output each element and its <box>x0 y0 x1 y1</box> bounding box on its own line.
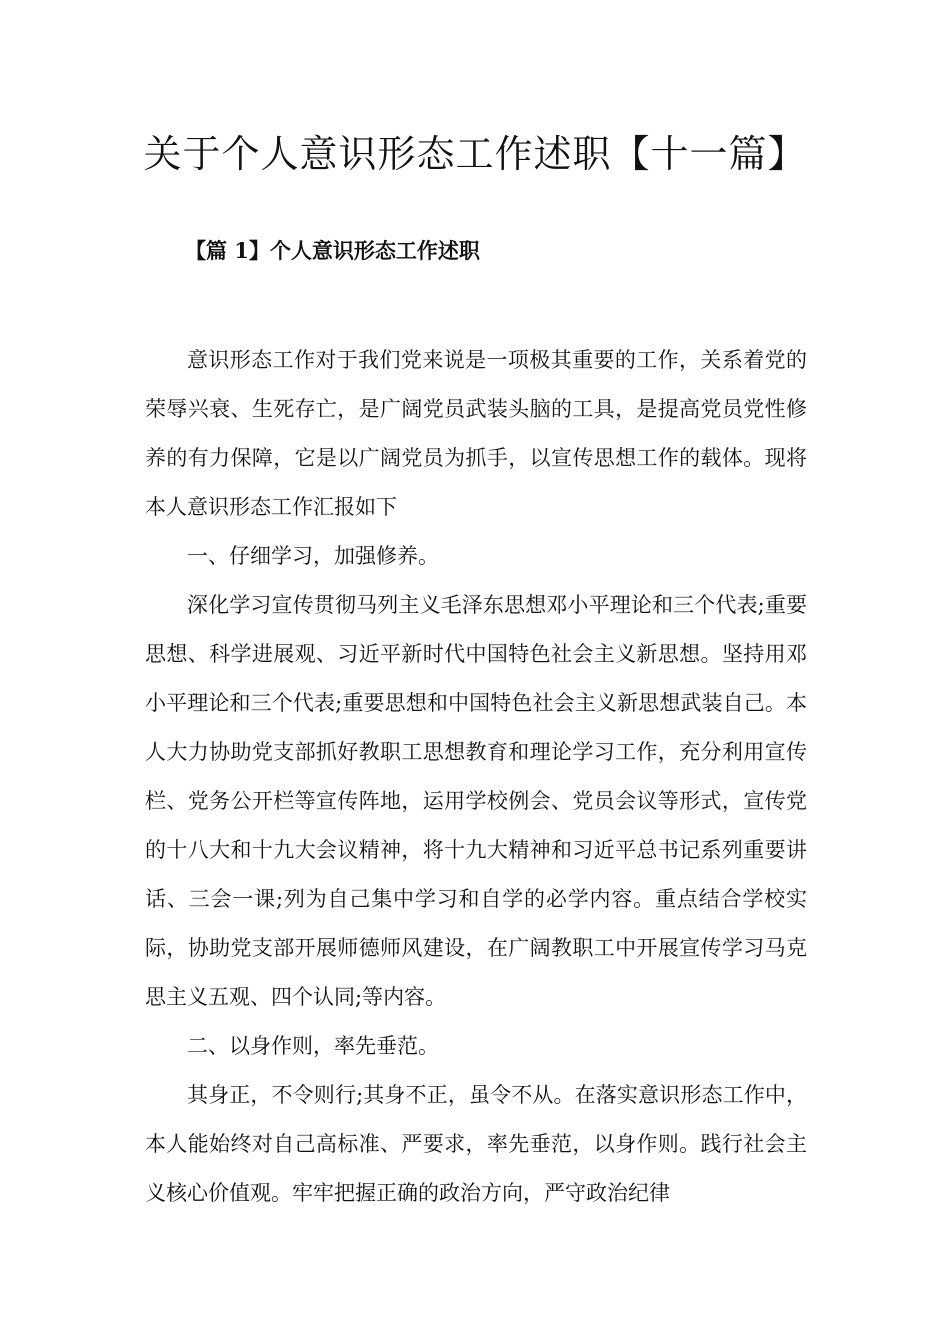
paragraph-study: 深化学习宣传贯彻马列主义毛泽东思想邓小平理论和三个代表;重要思想、科学进展观、习近平新时代中国特色社会主义新思想。坚持用邓小平理论和三个代表;重要思想和中国特色社会主义新思想武装自己。本人大力协助党支部抓好教职工思想教育和理论学习工作，充分利用宣传栏、党务公开栏等宣传阵地，运用学校例会、党员会议等形式，宣传党的十八大和十九大会议精神，将十九大精神和习近平总书记系列重要讲话、三会一课;列为自己集中学习和自学的必学内容。重点结合学校实际，协助党支部开展师德师风建设，在广阔教职工中开展宣传学习马克思主义五观、四个认同;等内容。 <box>145 593 807 1009</box>
document-body <box>145 336 807 1218</box>
paragraph-intro: 意识形态工作对于我们党来说是一项极其重要的工作，关系着党的荣辱兴衰、生死存亡，是广阔党员武装头脑的工具，是提高党员党性修养的有力保障，它是以广阔党员为抓手，以宣传思想工作的载体。现将本人意识形态工作汇报如下 <box>145 348 807 519</box>
paragraph-heading-2: 二、以身作则，率先垂范。 <box>187 1034 439 1058</box>
paragraph-heading-1: 一、仔细学习，加强修养。 <box>187 544 439 568</box>
section-heading: 【篇 1】个人意识形态工作述职 <box>185 238 480 263</box>
document-title: 关于个人意识形态工作述职【十一篇】 <box>143 132 807 176</box>
paragraph-example: 其身正，不令则行;其身不正，虽令不从。在落实意识形态工作中，本人能始终对自己高标准、严要求，率先垂范，以身作则。践行社会主义核心价值观。牢牢把握正确的政治方向，严守政治纪律 <box>145 1083 807 1205</box>
